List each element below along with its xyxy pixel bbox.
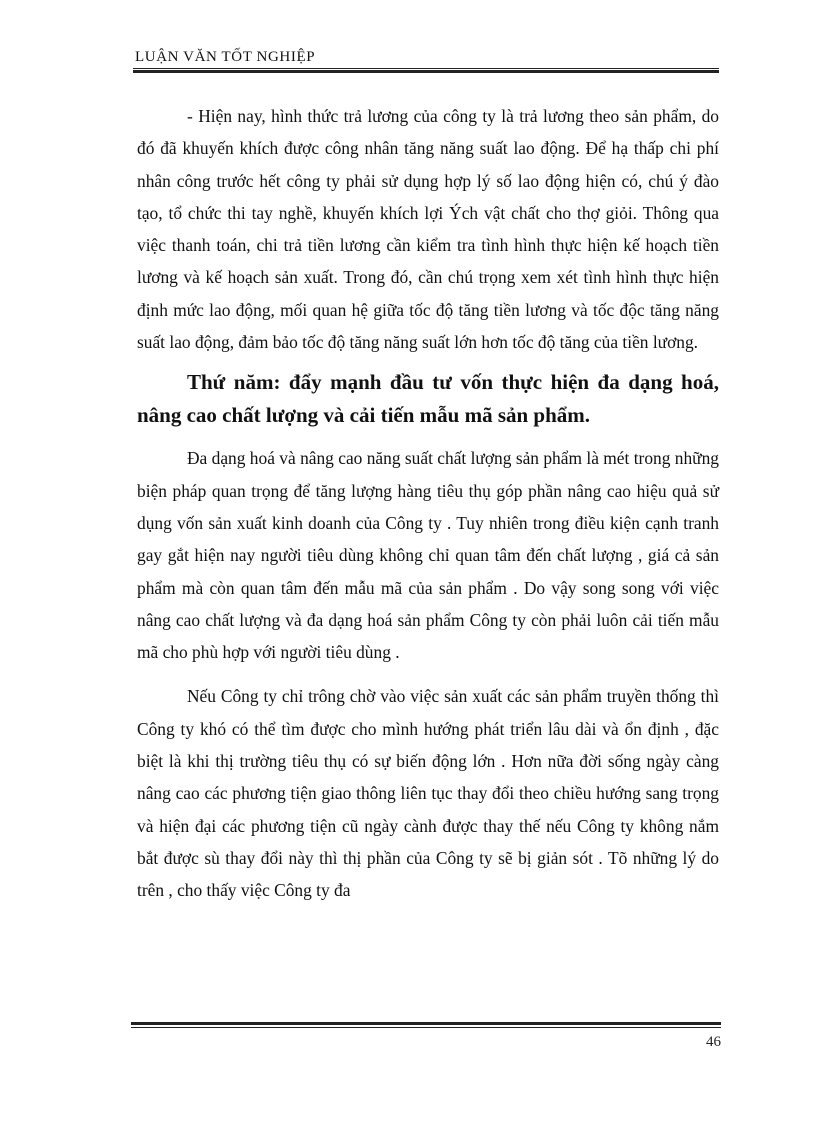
paragraph-diversification: Đa dạng hoá và nâng cao năng suất chất lượng sản phẩm là mét trong những biện pháp quan trọng để tăng lượng hàng tiêu thụ góp phần nâng cao hiệu quả sử dụng vốn sản xuất kinh doanh của Công ty . Tuy nhiên trong điều kiện cạnh tranh gay gắt hiện nay người tiêu dùng không chỉ quan tâm đến chất lượng , giá cả sản phẩm mà còn quan tâm đến mẫu mã của sản phẩm . Do vậy song song với việc nâng cao chất lượng và đa dạng hoá sản phẩm Công ty còn phải luôn cải tiến mẫu mã cho phù hợp với người tiêu dùng . [137,448,719,663]
page-number: 46 [706,1034,721,1050]
header-title: LUẬN VĂN TỐT NGHIỆP [135,49,316,65]
header-rule-thick [133,70,719,73]
page-header [133,48,719,73]
header-rule-thin [133,68,719,69]
paragraph-traditional-products: Nếu Công ty chỉ trông chờ vào việc sản xuất các sản phẩm truyền thống thì Công ty khó có thể tìm được cho mình hướng phát triển lâu dài và ổn định , đặc biệt là khi thị trường tiêu thụ có sự biến động lớn . Hơn nữa đời sống ngày càng nâng cao các phương tiện giao thông liên tục thay đổi theo chiều hướng sang trọng và hiện đại các phương tiện cũ ngày cành được thay thế nếu Công ty không nắm bắt được sù thay đổi này thì thị phần của Công ty sẽ bị giản sót . Tõ những lý do trên , cho thấy việc Công ty đa [137,686,719,901]
paragraph-wage-policy: - Hiện nay, hình thức trả lương của công ty là trả lương theo sản phẩm, do đó đã khuyến khích được công nhân tăng năng suất lao động. Để hạ thấp chi phí nhân công trước hết công ty phải sử dụng hợp lý số lao động hiện có, chú ý đào tạo, tổ chức thi tay nghề, khuyến khích lợi Ých vật chất cho thợ giỏi. Thông qua việc thanh toán, chi trả tiền lương cần kiểm tra tình hình thực hiện kế hoạch tiền lương và kế hoạch sản xuất. Trong đó, cần chú trọng xem xét tình hình thực hiện định mức lao động, mối quan hệ giữa tốc độ tăng tiền lương và tốc độc tăng năng suất lao động, đảm bảo tốc độ tăng năng suất lớn hơn tốc độ tăng của tiền lương. [137,106,719,353]
section-heading: Thứ năm: đẩy mạnh đầu tư vốn thực hiện đa dạng hoá, nâng cao chất lượng và cải tiến mẫu mã sản phẩm. [137,370,719,428]
footer-rule-thin [131,1027,721,1028]
document-body [137,100,719,907]
page-footer [131,1022,721,1050]
footer-rule-thick [131,1022,721,1025]
